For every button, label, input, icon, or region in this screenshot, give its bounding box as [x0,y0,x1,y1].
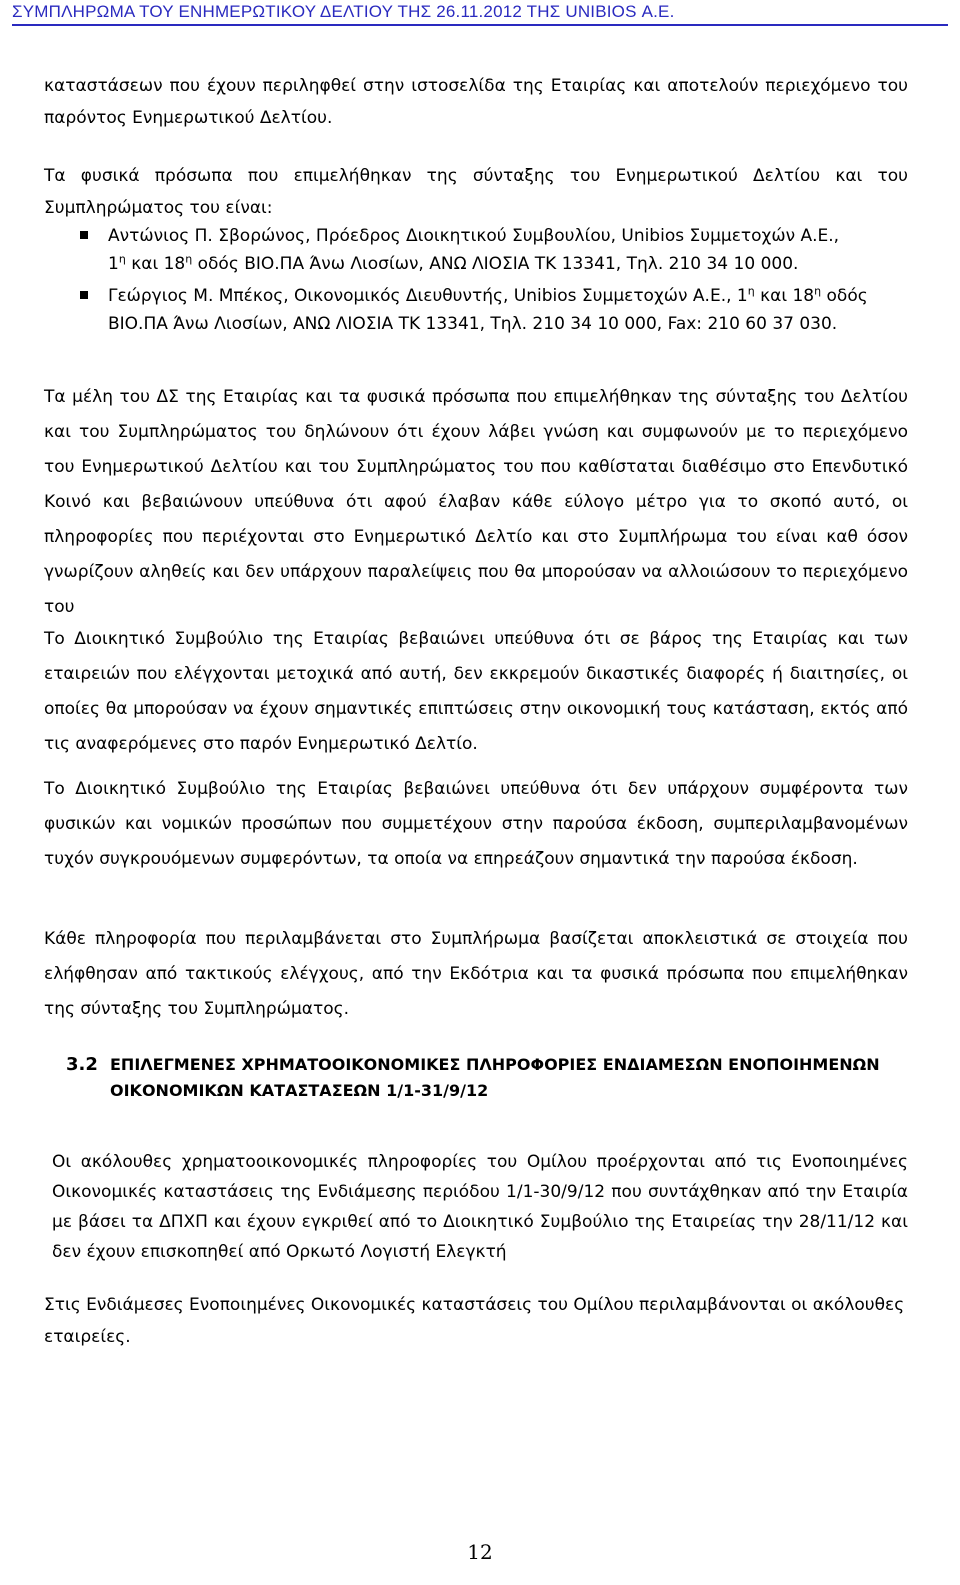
bullet-square-icon [80,231,88,239]
header-rule [12,24,948,26]
section-heading [66,1052,916,1104]
ordinal-suffix: η [747,284,755,298]
paragraph-3: Τα μέλη του ΔΣ της Εταιρίας και τα φυσικά πρόσωπα που επιμελήθηκαν της σύνταξης του Δελτίου και του Συμπληρώματος του δηλώνουν ότι έχουν λάβει γνώση και συμφωνούν με το περιεχόμενο του Ενημερωτικού Δελτίου και του Συμπληρώματος του που καθίσταται διαθέσιμο στο Επενδυτικό Κοινό και βεβαιώνουν υπεύθυνα ότι αφού έλαβαν κάθε εύλογο μέτρο για το σκοπό αυτό, οι πληροφορίες που περιέχονται στο Ενημερωτικό Δελτίο και στο Συμπλήρωμα του είναι καθ όσον γνωρίζουν αληθείς και δεν υπάρχουν παραλείψεις που θα μπορούσαν να αλλοιώσουν το περιεχόμενο του [44,387,908,617]
paragraph-2: Τα φυσικά πρόσωπα που επιμελήθηκαν της σύνταξης του Ενημερωτικού Δελτίου και του Συμπληρώματος του είναι: [44,166,908,218]
list-item [80,282,920,338]
paragraph-7: Οι ακόλουθες χρηματοοικονομικές πληροφορίες του Ομίλου προέρχονται από τις Ενοποιημένες Οικονομικές καταστάσεις της Ενδιάμεσης περιόδου 1/1-30/9/12 που συντάχθηκαν από την Εταιρία με βάσει τα ΔΠΧΠ και έχουν εγκριθεί από το Διοικητικό Συμβούλιο της Εταιρείας την 28/11/12 και δεν έχουν επισκοπηθεί από Ορκωτό Λογιστή Ελεγκτή [52,1152,908,1262]
paragraph-8: Στις Ενδιάμεσες Ενοποιημένες Οικονομικές καταστάσεις του Ομίλου περιλαμβάνονται οι ακόλουθες εταιρείες. [44,1295,905,1347]
paragraph-6: Κάθε πληροφορία που περιλαμβάνεται στο Συμπλήρωμα βασίζεται αποκλειστικά σε στοιχεία που ελήφθησαν από τακτικούς ελέγχους, από την Εκδότρια και τα φυσικά πρόσωπα που επιμελήθηκαν της σύνταξης του Συμπληρώματος. [44,929,908,1019]
page-number: 12 [467,1540,493,1564]
bullet-text: και 18 [131,254,186,274]
section-title-line1: ΕΠΙΛΕΓΜΕΝΕΣ ΧΡΗΜΑΤΟΟΙΚΟΝΟΜΙΚΕΣ ΠΛΗΡΟΦΟΡΙΕΣ ΕΝΔΙΑΜΕΣΩΝ ΕΝΟΠΟΙΗΜΕΝΩΝ [110,1055,880,1074]
bullet-text: οδός ΒΙΟ.ΠΑ Άνω Λιοσίων, ΑΝΩ ΛΙΟΣΙΑ ΤΚ 13341, Τηλ. 210 34 10 000. [197,254,799,274]
page-header-title: ΣΥΜΠΛΗΡΩΜΑ ΤΟΥ ΕΝΗΜΕΡΩΤΙΚΟΥ ΔΕΛΤΙΟΥ ΤΗΣ 26.11.2012 ΤΗΣ UNIBIOS Α.Ε. [12,2,675,21]
paragraph-4: Το Διοικητικό Συμβούλιο της Εταιρίας βεβαιώνει υπεύθυνα ότι σε βάρος της Εταιρίας και των εταιρειών που ελέγχονται μετοχικά από αυτή, δεν εκκρεμούν δικαστικές διαφορές ή διαιτησίες, οι οποίες θα μπορούσαν να έχουν σημαντικές επιπτώσεις στην οικονομική τους κατάσταση, εκτός από τις αναφερόμενες στο παρόν Ενημερωτικό Δελτίο. [44,629,908,754]
ordinal-suffix: η [118,252,126,266]
section-number: 3.2 [66,1054,98,1075]
list-item [80,222,920,278]
section-title-line2: ΟΙΚΟΝΟΜΙΚΩΝ ΚΑΤΑΣΤΑΣΕΩΝ 1/1-31/9/12 [110,1081,489,1100]
bullet-text: Αντώνιος Π. Σβορώνος, Πρόεδρος Διοικητικού Συμβουλίου, Unibios Συμμετοχών Α.Ε., [108,226,840,246]
paragraph-5: Το Διοικητικό Συμβούλιο της Εταιρίας βεβαιώνει υπεύθυνα ότι δεν υπάρχουν συμφέροντα των φυσικών και νομικών προσώπων που συμμετέχουν στην παρούσα έκδοση, συμπεριλαμβανομένων τυχόν συγκρουόμενων συμφερόντων, τα οποία να επηρεάζουν σημαντικά την παρούσα έκδοση. [44,779,908,869]
ordinal: 1 [108,254,119,274]
bullet-square-icon [80,291,88,299]
bullet-text: οδός ΒΙΟ.ΠΑ Άνω Λιοσίων, ΑΝΩ ΛΙΟΣΙΑ ΤΚ 13341, Τηλ. 210 34 10 000, Fax: 210 60 37 030. [108,286,868,334]
ordinal-suffix: η [185,252,193,266]
bullet-text: Γεώργιος Μ. Μπέκος, Οικονομικός Διευθυντής, Unibios Συμμετοχών Α.Ε., 1 [108,286,748,306]
ordinal-suffix: η [814,284,822,298]
bullet-text: και 18 [760,286,815,306]
paragraph-1: καταστάσεων που έχουν περιληφθεί στην ιστοσελίδα της Εταιρίας και αποτελούν περιεχόμενο του παρόντος Ενημερωτικού Δελτίου. [44,76,908,128]
responsible-persons-list [80,222,920,346]
